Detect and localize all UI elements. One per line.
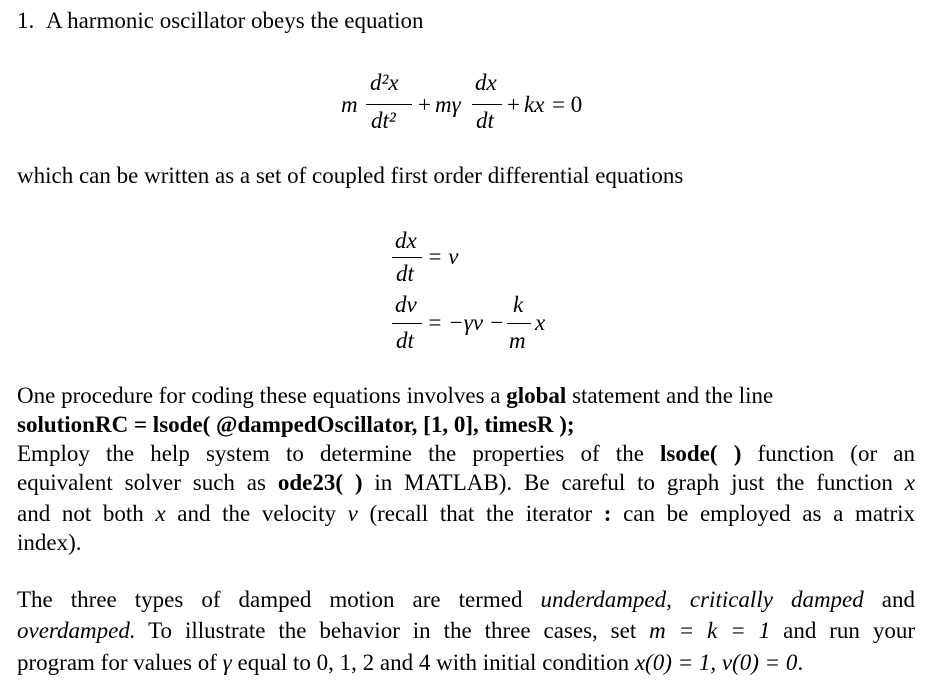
coupled-equations-text: which can be written as a set of coupled first order differential equations (17, 163, 684, 188)
eq3-fraction-bar-2 (507, 323, 531, 324)
para1-code-line: solutionRC = lsode( @dampedOscillator, [1, 0], timesR ); (17, 412, 575, 437)
eq1-dt2: dt² (371, 108, 396, 133)
ode23-function: ode23( ) (277, 470, 363, 495)
eq3-dv: dv (395, 292, 417, 317)
lsode-function: lsode( ) (660, 441, 742, 466)
eq1-my: mγ (435, 92, 461, 117)
para1-line-1: One procedure for coding these equations involves a global statement and the line (17, 383, 774, 408)
eq3-mid: = −γv − (427, 310, 505, 335)
damping-types: underdamped, critically damped (540, 587, 864, 612)
eq2-fraction-bar (392, 257, 422, 258)
eq3-m: m (509, 328, 526, 353)
eq1-equals-zero: = 0 (552, 92, 583, 117)
eq1-m: m (341, 92, 358, 117)
para1-line-3: Employ the help system to determine the properties of the lsode( ) function (or an (17, 441, 915, 466)
eq3-k: k (513, 292, 524, 317)
eq3-dt: dt (396, 328, 414, 353)
para1-line-6: index). (17, 530, 82, 555)
eq2-dt: dt (396, 261, 414, 286)
para1-line-5: and not both x and the velocity v (recall that the iterator : can be employed as a matrix (17, 501, 915, 526)
eq1-dx: dx (475, 70, 497, 95)
eq2-dx: dx (395, 228, 417, 253)
eq2-rhs: = v (427, 244, 459, 269)
global-keyword: global (506, 383, 567, 408)
problem-intro: A harmonic oscillator obeys the equation (46, 8, 424, 33)
para2-line-1: The three types of damped motion are termed underdamped, critically damped and (17, 587, 915, 612)
para1-line-4: equivalent solver such as ode23( ) in MATLAB). Be careful to graph just the function x (17, 470, 915, 495)
problem-number: 1. (17, 8, 35, 33)
para2-line-2: overdamped. To illustrate the behavior in the three cases, set m = k = 1 and run your (17, 618, 915, 643)
eq1-d2x: d²x (370, 70, 399, 95)
eq1-plus-2: + (507, 92, 520, 117)
eq1-kx: kx (524, 92, 545, 117)
eq1-plus-1: + (418, 92, 431, 117)
eq1-fraction-bar-1 (366, 104, 412, 105)
eq3-fraction-bar-1 (392, 323, 422, 324)
problem-heading (17, 8, 424, 34)
eq1-dt: dt (476, 108, 494, 133)
eq1-fraction-bar-2 (472, 104, 502, 105)
eq3-x: x (535, 310, 546, 335)
para2-line-3: program for values of γ equal to 0, 1, 2 and 4 with initial condition x(0) = 1, v(0) = 0. (17, 650, 804, 675)
